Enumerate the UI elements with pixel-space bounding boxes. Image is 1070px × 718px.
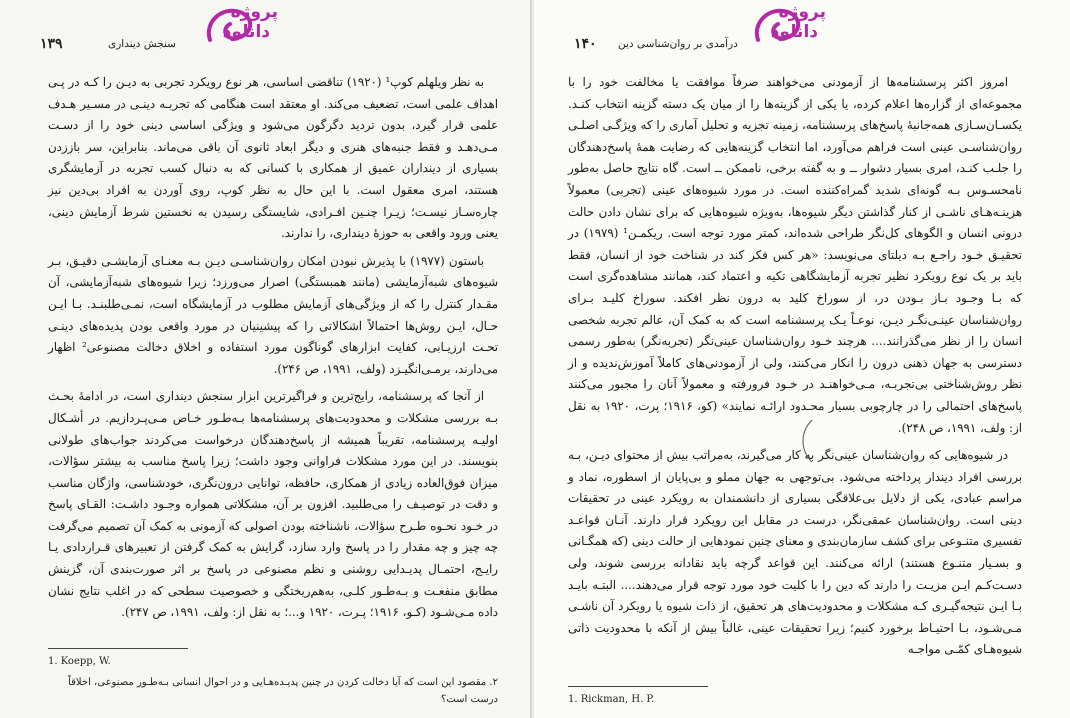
footnote-1: 1. Rickman, H. P. (568, 694, 655, 705)
page-number: ۱۳۹ (40, 36, 63, 52)
brand-logo (200, 2, 284, 50)
logo-text-bottom: دانلود (770, 22, 818, 42)
right-page-body (568, 72, 1022, 667)
footnote-1: 1. Koepp, W. (48, 656, 111, 667)
logo-text-top: پروژه (778, 2, 826, 22)
paragraph: از آنجا که پرسشنامه، رایج‌ترین و فراگیرترین ابزار سنجش دینداری است، در ادامهٔ بحـث بـه بررسی مشکلات و محدودیت‌های پرسشنامه‌ها بـه‌طـور خـاص مـی‌پـردازیم. در أشـكال اوليـه پرسشنامه، تقریباً همیشه از پاسخ‌دهندگان درخواست می‌کردند جواب‌های طولانی بنویسند. در این مورد مشکلات فراوانی وجود داشت؛ زیرا پاسخ مناسب به بیشتر سؤالات، میزان فوق‌العاده زیادی از همکاری، حافظه، توانایی درون‌نگری، خودشناسی، واژگان مناسب و دقت در توصیـف را می‌طلبید. افزون بر آن، مشکلاتی همواره وجـود داشـت: القـای پاسخ در خـود نحـوه طـرح سؤالات، ناشناخته بودن اصولی که آزمونی به کمک آن تصمیم می‌گرفت چه چیز و چه مقدار را در پاسخ وارد سازد، گرایش به کمک گرفتن از تعبیرهای قـراردادی یـا رایـج، احتمـال پدیـدایی روشنی و نظم مصنوعی در پاسخ بر اثر صورت‌بندی آن، گزینش مطابق منفعـت و بـه‌طـور کلـی، به‌هم‌ریختگی و خصوصیت سطحی که در اغلب نتایج نشان داده مـی‌شـود (کـو، ۱۹۱۶؛ پـرت، ۱۹۲۰ و...؛ به نقل از: ولف، ۱۹۹۱، ص ۲۴۷). (48, 389, 498, 620)
left-page-body (48, 72, 498, 630)
paragraph: امروز اکثر پرسشنامه‌ها از آزمودنی می‌خواهند صرفاً موافقت یا مخالفت خود را با مجموعه‌ای از گزاره‌ها اعلام کرده، یا یکی از گزینه‌ها را از میان یک دسته گزینه انتخاب کنـد. یکسـان‌سـازی همه‌جانبهٔ پاسخ‌های پرسشنامه، زمینه تجزیه و تحلیل آماری را که ویژگـی اصلـی روان‌شناسـی عینی است فراهم می‌آورد، اما انتخاب گزینه‌هایی که رضایت همهٔ پاسخ‌دهندگان را جلـب کنـد، امری بسیار دشوار ــ و به گفته برخی، ناممکن ــ است. گاه نتایج حاصل به‌طور نامحسـوس بـه گونه‌ای شدید گمراه‌کننده است. در مورد شیوه‌های عینی (تجربی) معمولاً هزینـه‌هـای ناشـی از کنار گذاشتن دیگر شیوه‌ها، به‌ویژه شیوه‌هایی که برای نشان دادن حالت درونی انسان و الگوهای کل‌نگر طراحی شده‌اند، کمتر مورد توجه است. ریکمـن¹ (۱۹۷۹) در تحقیـق خـود راجـع بـه دیلتای می‌نویسد: «هر کس فکر کند در شناخت خود از انسان، فقط باید بر یک نوع رویکرد نظیر تجربه آزمایشگاهی تکیه و اعتماد کند، همانند مشاهده‌گری است که بـا وجـود بـاز بـودن در، از سوراخ کلید به درون نظر افکند. سوراخ کلیـد بـرای روان‌شناسان عینـی‌نگـر دیـن، نوعـاً یـک پرسشنامه است که به کمک آن، عالم تجربه شخصی انسان را از نظر می‌گذرانند.... هرچند خـود روان‌شناسان عینی‌نگر (تجربه‌نگر) به‌طور رسمی دسترسی به جهان ذهنی درون را انکار می‌کنند، ولی از آزمودنی‌های کاملاً آموزش‌ندیده و از نظر روش‌شناختی بی‌تجربـه، مـی‌خواهنـد در خـود فرورفته و معمولاً آنان را مجبور می‌کنند پاسخ‌های احتمالی را در چارچوبی بسیار محـدود ارائـه نمایند» (کو، ۱۹۱۶؛ پرت، ۱۹۲۰ به نقل از: ولف، ۱۹۹۱، ص ۲۴۸). (568, 75, 1023, 435)
page-number: ۱۴۰ (574, 36, 597, 52)
paragraph: به نظر ویلهلم کوپ¹ (۱۹۲۰) تناقضی اساسی، هر نوع رویکرد تجربی به دیـن را کـه در پـی اهداف علمی است، تضعیف می‌کند. او معتقد است هنگامی که تجربـه دینـی در مسـیر هـدف علمی قرار گیرد، بدون تردید دگرگون می‌شود و ویژگی اساسی دینی خود را از دسـت مـی‌دهـد و فقط جنبه‌های هنری و دیگر ابعاد ثانوی آن باقی می‌ماند. بنابراین، سر باززدن بسیاری از دینداران عمیق از همکاری با کسانی که به دنبال کسب تجربه در آزمایشگری هستند، امری معقول است. با این حال به نظر کوپ، روی آوردن به افراد بی‌دین نیز چاره‌سـاز نیسـت؛ زیـرا چنـین افـرادی، شایستگی رسیدن به نخستین شرط آزمایش دینی، یعنی ورود واقعی به حوزهٔ دینداری، را ندارند. (48, 75, 498, 241)
logo-text-top: پروژه (230, 2, 278, 22)
paragraph: در شیوه‌هایی که روان‌شناسان عینی‌نگر به کار می‌گیرند، به‌مراتب بیش از محتوای دیـن، بـه بررسی افراد دیندار پرداخته می‌شود. بی‌توجهی به جهان مملو و بی‌پایان از اسطوره، نماد و مراسم عبادی، یکی از دلایل بی‌علاقگی بسیاری از دانشمندان به رویکرد عینی در تحقیقات دینی است. روان‌شناسان عمقی‌نگر، درست در مقابل این رویکرد قرار دارند. آنـان قواعـد تفسیری متنـوعی برای کشف سازمان‌بندی و معنای چنین نمودهایی از حالت دینی (که همگـانی و بسـیار متنـوع هستند) ارائه می‌کنند. این قواعد گرچه باید نقادانه بررسی شوند، ولی دسـت‌کـم ایـن مزیـت را دارند که دین را با کلیت خود مورد توجه قرار می‌دهند.... البتـه بایـد بـا ایـن نتیجه‌گیـری کـه مشکلات و محدودیت‌های هر تحقیق، از ذات شیوه یا رویکرد آن ناشـی مـی‌شـود، بـا احتیـاط برخورد کنیم؛ زیرا تحقیقات عینی، غالباً بیش از آنکه با محدودیت ذاتی شیوه‌هـای کمّـی مواجـه (568, 448, 1022, 657)
left-page (0, 0, 532, 718)
logo-text-bottom: دانلود (222, 22, 270, 42)
paragraph: باستون (۱۹۷۷) با پذیرش نبودن امکان روان‌شناسـی دیـن بـه معنـای آزمایشـی دقیـق، بـر شیوه‌های شبه‌آزمایشی (مانند همبستگی) اصرار می‌ورزد؛ زیرا شیوه‌های شبه‌آزمایشی، آن مقـدار کنترل را که از ویژگی‌های آزمایش مطلوب در آزمایشگاه است، نمـی‌طلبنـد. بـا ایـن حـال، ایـن روش‌ها احتمالاً اشکالاتی را که پیشینیان در مورد واقعی بودن پدیده‌های دینـی تحـت ارزیـابی، کفایت ابزارهای گوناگون مورد استفاده و اخلاق دخالت مصنوعی² اظهار می‌دارند، برمـی‌انگیـزد (ولف، ۱۹۹۱، ص ۲۴۶). (48, 253, 498, 376)
right-page (534, 0, 1070, 718)
footnote-2: ۲. مقصود این است که آیا دخالت کردن در چنین پدیـده‌هـایی و در احوال انسانی بـه‌طـور مصنوعی، اخلاقاً درست است؟ (68, 677, 498, 705)
footnote-separator (568, 686, 708, 687)
pencil-mark (796, 418, 816, 464)
running-title: سنجش دینداری (108, 38, 176, 50)
running-title: درآمدی بر روان‌شناسی دین (618, 38, 738, 50)
brand-logo (748, 2, 832, 50)
footnote-separator (48, 648, 188, 649)
